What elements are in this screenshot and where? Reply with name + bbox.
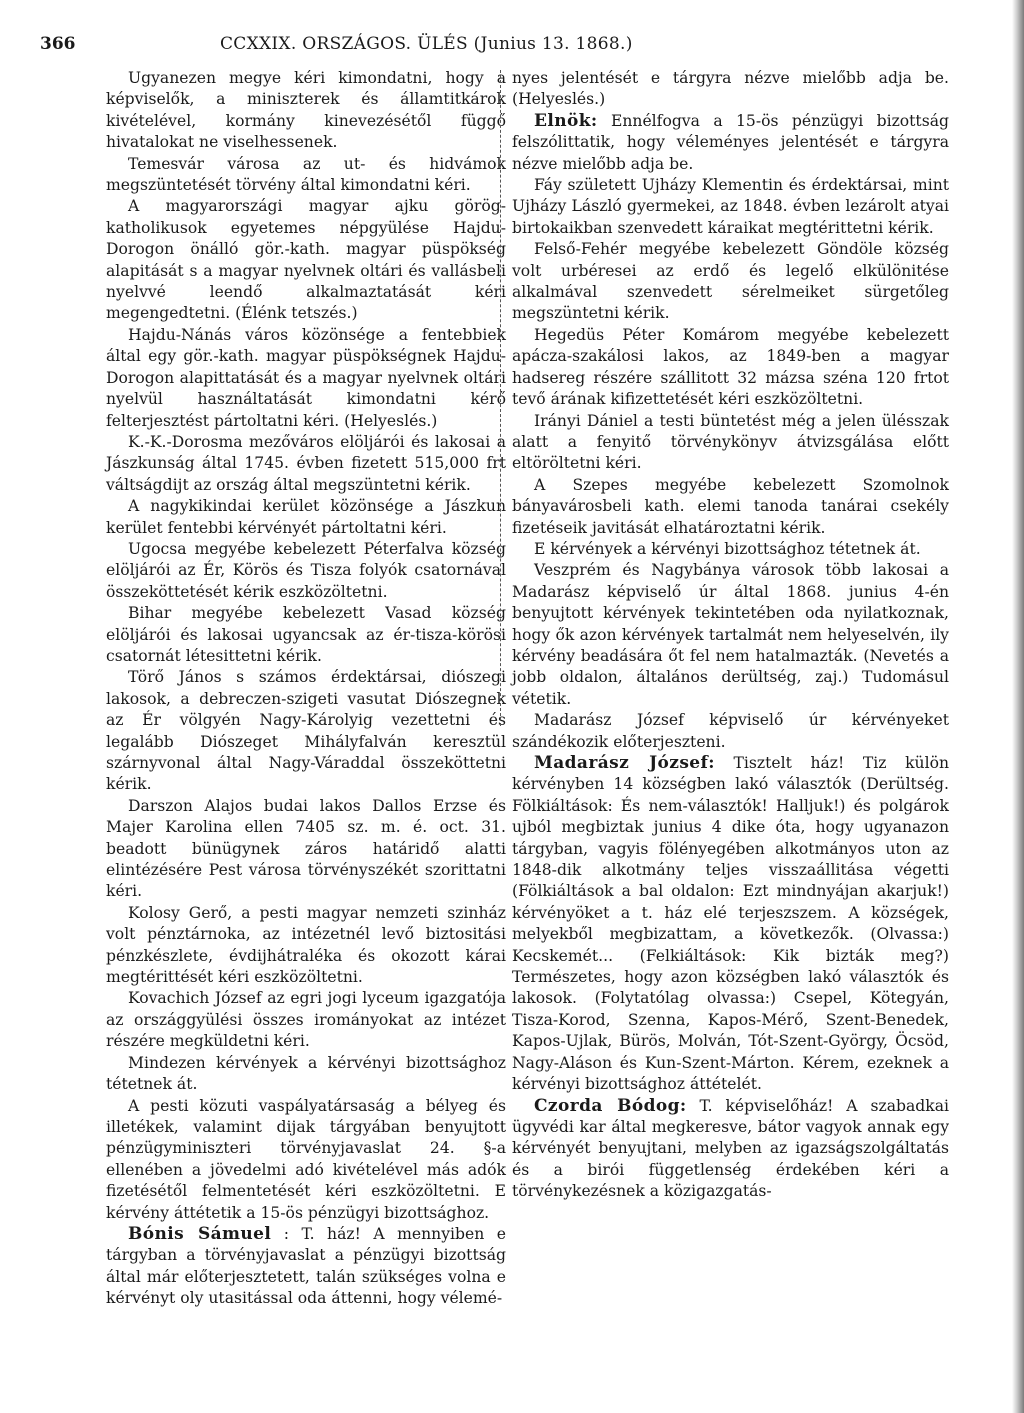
paragraph-text: A nagykikindai kerület közönsége a Jászkun kerület fentebbi kérvényét pártoltatni kéri. [106,497,506,537]
paragraph [512,560,949,710]
left-column [106,68,506,1310]
paragraph [106,196,506,324]
paragraph-text: Irányi Dániel a testi büntetést még a jelen ülésszak alatt a fenyitő törvénykönyv átvizsgálása előtt eltöröltetni kéri. [512,411,949,473]
paragraph-text: Ugyanezen megye kéri kimondatni, hogy a képviselők, a miniszterek és államtitkárok kivételével, kormány kinevezésétől függő hivatalokat ne viselhessenek. [106,69,506,152]
paragraph [512,710,949,753]
paragraph [512,68,949,111]
paragraph [512,111,949,175]
paragraph-text: Temesvár városa az ut- és hidvámok megszüntetését törvény által kimondatni kéri. [106,154,506,195]
paragraph-text: A Szepes megyébe kebelezett Szomolnok bányavárosbeli kath. elemi tanoda tanárai csekély fizetéseik javitását elhatároztatni kérik. [512,475,949,537]
paragraph [512,411,949,475]
paragraph [106,667,506,795]
paragraph-text: Kovachich József az egri jogi lyceum igazgatója az országgyülési összes irományokat az intézet részére megküldetni kéri. [106,989,506,1051]
scan-edge-shadow [1012,0,1024,1413]
paragraph [106,988,506,1052]
paragraph [106,903,506,989]
paragraph-text: Felső-Fehér megyébe kebelezett Göndöle község volt urbéresei az erdő és legelő elkülönitése alkalmával szenvedett sérelmeiket sürgetőleg megszüntetni kérik. [512,240,949,323]
paragraph-text: Ugocsa megyébe kebelezett Péterfalva község elöljárói az Ér, Körös és Tisza folyók csatornával összeköttetését kérik eszközöltetni. [106,539,506,601]
paragraph [106,796,506,903]
paragraph-text: Hajdu-Nánás város közönsége a fentebbiek által egy gör.-kath. magyar püspökségnek Hajdu-Dorogon alapittatását és a magyar nyelvnek oltári nyelvül használtatását kimondatni kérő felterjesztést pártoltatni kéri. (Helyeslés.) [106,325,506,430]
paragraph-text: : T. ház! A mennyiben e tárgyban a törvényjavaslat a pénzügyi bizottság által már előterjesztetett, talán szükséges volna e kérvényt oly utasitással oda áttenni, hogy vélemé- [106,1224,506,1308]
paragraph-text: A magyarországi magyar ajku görög-katholikusok egyetemes népgyülése Hajdu-Dorogon önálló gör.-kath. magyar püspökség alapitását s a magyar nyelvnek oltári és vallásbeli nyelvvé leendő alkalmaztatását kéri megengedtetni. (Élénk tetszés.) [106,197,506,323]
paragraph-text: Mindezen kérvények a kérvényi bizottsághoz tétetnek át. [106,1053,506,1094]
column-divider [500,70,502,726]
page-header [40,34,990,60]
paragraph [512,475,949,539]
paragraph [106,432,506,496]
paragraph [106,68,506,154]
paragraph-text: Bihar megyébe kebelezett Vasad község elöljárói és lakosai ugyancsak az ér-tisza-körösi csatornát létesittetni kérik. [106,604,506,665]
paragraph-text: Veszprém és Nagybánya városok több lakosai a Madarász képviselő úr által 1868. junius 4-én benyujtott kérvények tekintetében oda nyilatkoznak, hogy ők azon kérvények tartalmát nem helyeselvén, ily kérvény beadására őt fel nem hatalmazták. (Nevetés a jobb oldalon, általános derültség, zaj.) Tudomásul vétetik. [512,561,949,708]
running-title: CCXXIX. ORSZÁGOS. ÜLÉS (Junius 13. 1868.) [220,34,633,54]
speaker-name: Elnök: [534,110,598,131]
page-number: 366 [40,34,76,54]
paragraph [512,539,949,560]
paragraph-text: Törő János s számos érdektársai, diószegi lakosok, a debreczen-szigeti vasutat Diószegnek az Ér völgyén Nagy-Károlyig vezettetni és legalább Diószeget Mihályfalván keresztül szárnyvonal által Nagy-Váraddal összeköttetni kérik. [106,668,506,794]
paragraph [106,1096,506,1224]
paragraph [106,603,506,667]
paragraph [512,1096,949,1203]
paragraph-text: Madarász József képviselő úr kérvényeket szándékozik előterjeszteni. [512,711,949,751]
paragraph-text: Kolosy Gerő, a pesti magyar nemzeti szinház volt pénztárnoka, az intézetnél levő biztositási pénzkészlete, évdijhátraléka és okozott kárai megtérittését kéri eszközöltetni. [106,903,506,987]
paragraph-text: T. képviselőház! A szabadkai ügyvédi kar által megkeresve, bátor vagyok annak egy kérvényét benyujtani, melyben az igazságszolgáltatás és a birói függetlenség érdekében kéri a törvénykezésnek a közigazgatás- [512,1096,949,1201]
paragraph-text: E kérvények a kérvényi bizottsághoz tétetnek át. [534,539,921,558]
speaker-name: Madarász József: [534,753,715,773]
paragraph-text: Ennélfogva a 15-ös pénzügyi bizottság felszólittatik, hogy véleményes jelentését e tárgyra nézve mielőbb adja be. [512,111,949,173]
speaker-name: Bónis Sámuel [128,1223,272,1244]
paragraph [106,1053,506,1096]
paragraph [512,325,949,411]
paragraph-text: Fáy született Ujházy Klementin és érdektársai, mint Ujházy László gyermekei, az 1848. évben lezárolt atyai birtokaikban szenvedett káraikat megtérittetni kérik. [512,176,949,237]
paragraph [106,1224,506,1310]
paragraph-text: K.-K.-Dorosma mezőváros elöljárói és lakosai a Jászkunság által 1745. évben fizetett 515,000 frt váltságdijt az ország által megszüntetni kérik. [106,432,506,494]
right-column [512,68,949,1203]
paragraph [106,154,506,197]
speaker-name: Czorda Bódog: [534,1095,687,1116]
paragraph-text: Darszon Alajos budai lakos Dallos Erzse és Majer Karolina ellen 7405 sz. m. é. oct. 31. beadott bünügynek záros határidő alatti elintézésére Pest városa törvényszékét szorittatni kéri. [106,796,506,901]
paragraph-text: A pesti közuti vaspályatársaság a bélyeg és illetékek, valamint dijak tárgyában benyujtott pénzügyminiszteri törvényjavaslat 24. §-a ellenében a jövedelmi adó kivételével más adók fizetésétől felmentetését kéri eszközöltetni. E kérvény áttétetik a 15-ös pénzügyi bizottsághoz. [106,1096,506,1222]
paragraph [106,496,506,539]
paragraph-text: Hegedüs Péter Komárom megyébe kebelezett apácza-szakálosi lakos, az 1849-ben a magyar hadsereg részére szállitott 32 mázsa széna 120 frtot tevő árának kifizettetését kéri eszközöltetni. [512,325,949,409]
paragraph [106,325,506,432]
paragraph-text: nyes jelentését e tárgyra nézve mielőbb adja be. (Helyeslés.) [512,69,949,109]
paragraph [512,239,949,325]
paragraph [512,753,949,1096]
paragraph [106,539,506,603]
paragraph [512,175,949,239]
paragraph-text: Tisztelt ház! Tiz külön kérvényben 14 községben lakó választók (Derültség. Fölkiáltások: És nem-választók! Halljuk!) és polgárok ujból megbiztak junius 4 dike óta, hogy ugyanazon tárgyban, vagyis fölényegében alkotmányos uton az 1848-dik alkotmány teljes visszaállitása végetti (Fölkiáltások a bal oldalon: Ezt mindnyájan akarjuk!) kérvényöket a t. ház elé terjeszszem. A községek, melyekből megbizattam, a következők. (Olvassa:) Kecskemét... (Felkiáltások: Kik bizták meg?) Természetes, hogy azon községben lakó választók és lakosok. (Folytatólag olvassa:) Csepel, Kötegyán, Tisza-Korod, Szenna, Kapos-Mérő, Szent-Benedek, Kapos-Ujlak, Bürös, Molván, Tót-Szent-György, Öcsöd, Nagy-Aláson és Kun-Szent-Márton. Kérem, ezeknek a kérvényi bizottsághoz áttételét. [512,754,949,1094]
